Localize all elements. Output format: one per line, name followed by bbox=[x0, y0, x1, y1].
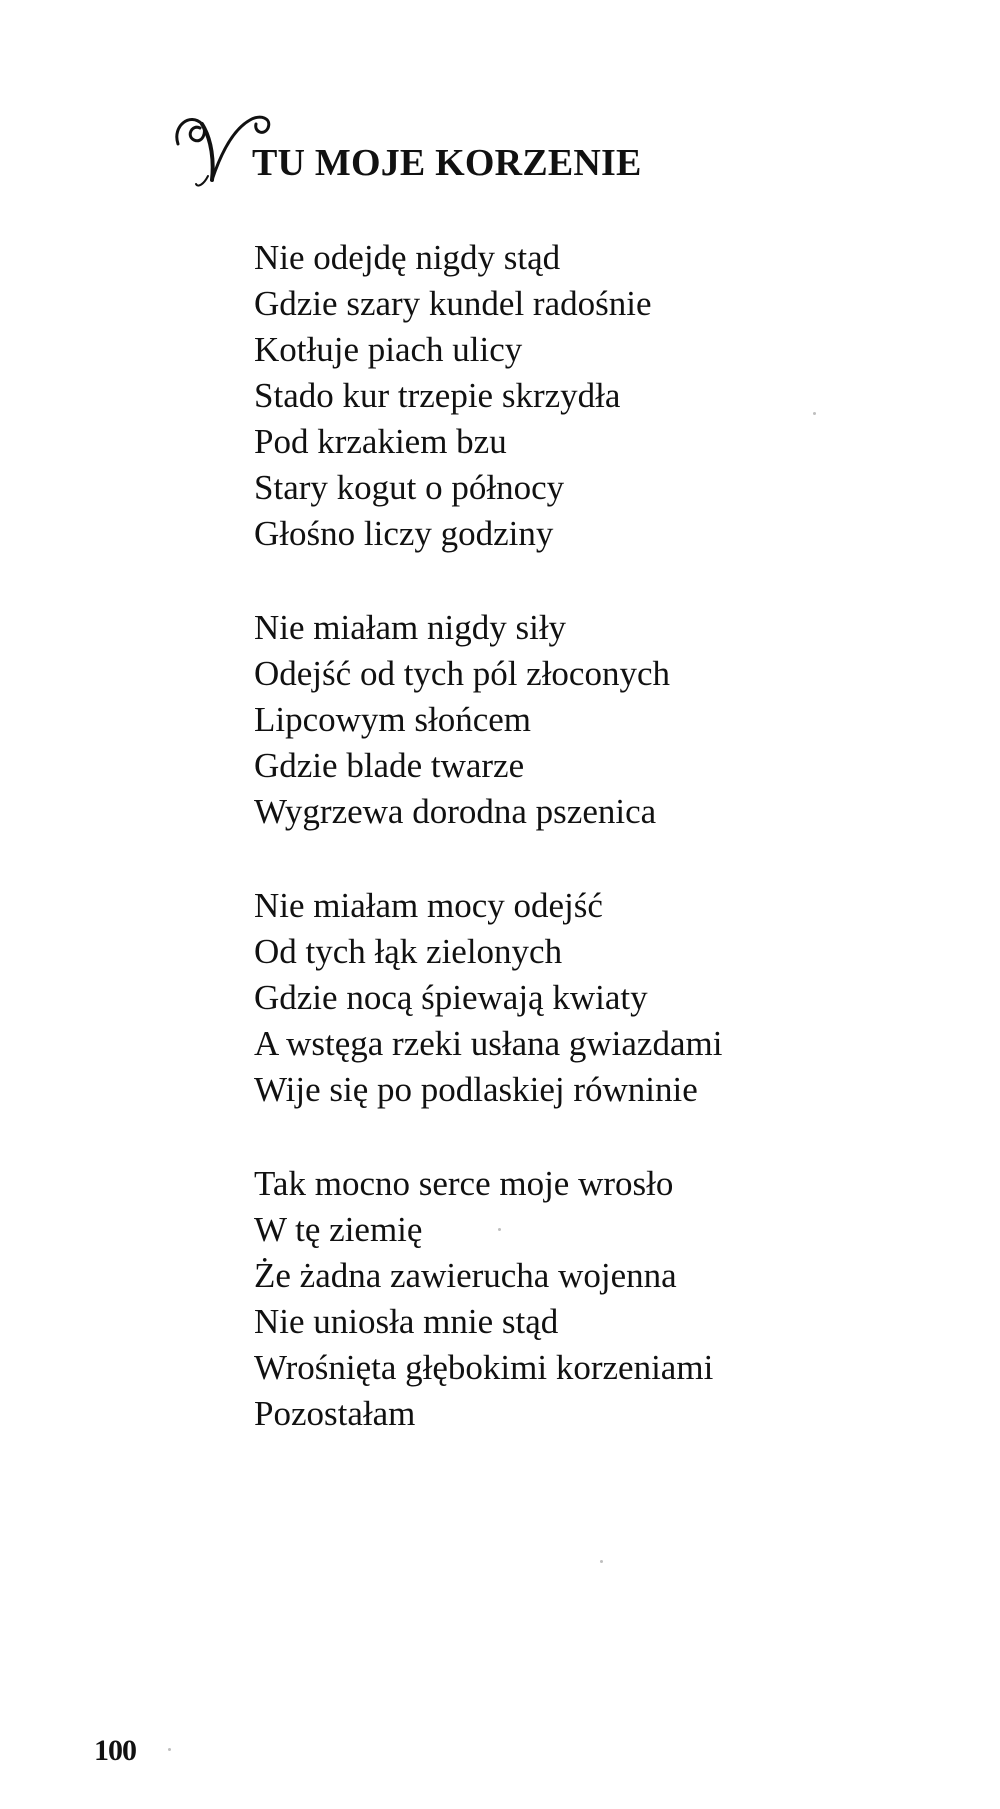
poem-line: Pod krzakiem bzu bbox=[254, 422, 507, 461]
poem-body bbox=[254, 235, 954, 1437]
poem-line: Pozostałam bbox=[254, 1394, 416, 1433]
poem-line: Gdzie szary kundel radośnie bbox=[254, 284, 652, 323]
paper-speck bbox=[813, 412, 816, 415]
poem-line: Nie odejdę nigdy stąd bbox=[254, 238, 561, 277]
stanza bbox=[254, 883, 954, 1113]
poem-header bbox=[168, 104, 888, 194]
poem-line: Od tych łąk zielonych bbox=[254, 932, 563, 971]
poem-line: Stary kogut o północy bbox=[254, 468, 565, 507]
poem-line: Nie miałam nigdy siły bbox=[254, 608, 567, 647]
poem-line: W tę ziemię bbox=[254, 1210, 423, 1249]
poem-line: Głośno liczy godziny bbox=[254, 514, 554, 553]
poem-line: Nie miałam mocy odejść bbox=[254, 886, 603, 925]
poem-line: Stado kur trzepie skrzydła bbox=[254, 376, 621, 415]
poem-line: Gdzie blade twarze bbox=[254, 746, 525, 785]
poem-line: Lipcowym słońcem bbox=[254, 700, 532, 739]
poem-line: Nie uniosła mnie stąd bbox=[254, 1302, 559, 1341]
page-number: 100 bbox=[94, 1734, 136, 1767]
poem-line: Odejść od tych pól złoconych bbox=[254, 654, 671, 693]
poem-line: Wije się po podlaskiej równinie bbox=[254, 1070, 698, 1109]
paper-speck bbox=[498, 1228, 501, 1231]
stanza bbox=[254, 1161, 954, 1437]
poem-line: Kotłuje piach ulicy bbox=[254, 330, 523, 369]
poem-line: Tak mocno serce moje wrosło bbox=[254, 1164, 674, 1203]
paper-speck bbox=[600, 1560, 603, 1563]
paper-speck bbox=[168, 1748, 171, 1751]
poem-line: Wrośnięta głębokimi korzeniami bbox=[254, 1348, 714, 1387]
poem-line: A wstęga rzeki usłana gwiazdami bbox=[254, 1024, 723, 1063]
poem-title: TU MOJE KORZENIE bbox=[252, 142, 642, 184]
poem-line: Wygrzewa dorodna pszenica bbox=[254, 792, 657, 831]
stanza bbox=[254, 605, 954, 835]
poem-line: Że żadna zawierucha wojenna bbox=[254, 1256, 677, 1295]
stanza bbox=[254, 235, 954, 557]
poem-line: Gdzie nocą śpiewają kwiaty bbox=[254, 978, 648, 1017]
